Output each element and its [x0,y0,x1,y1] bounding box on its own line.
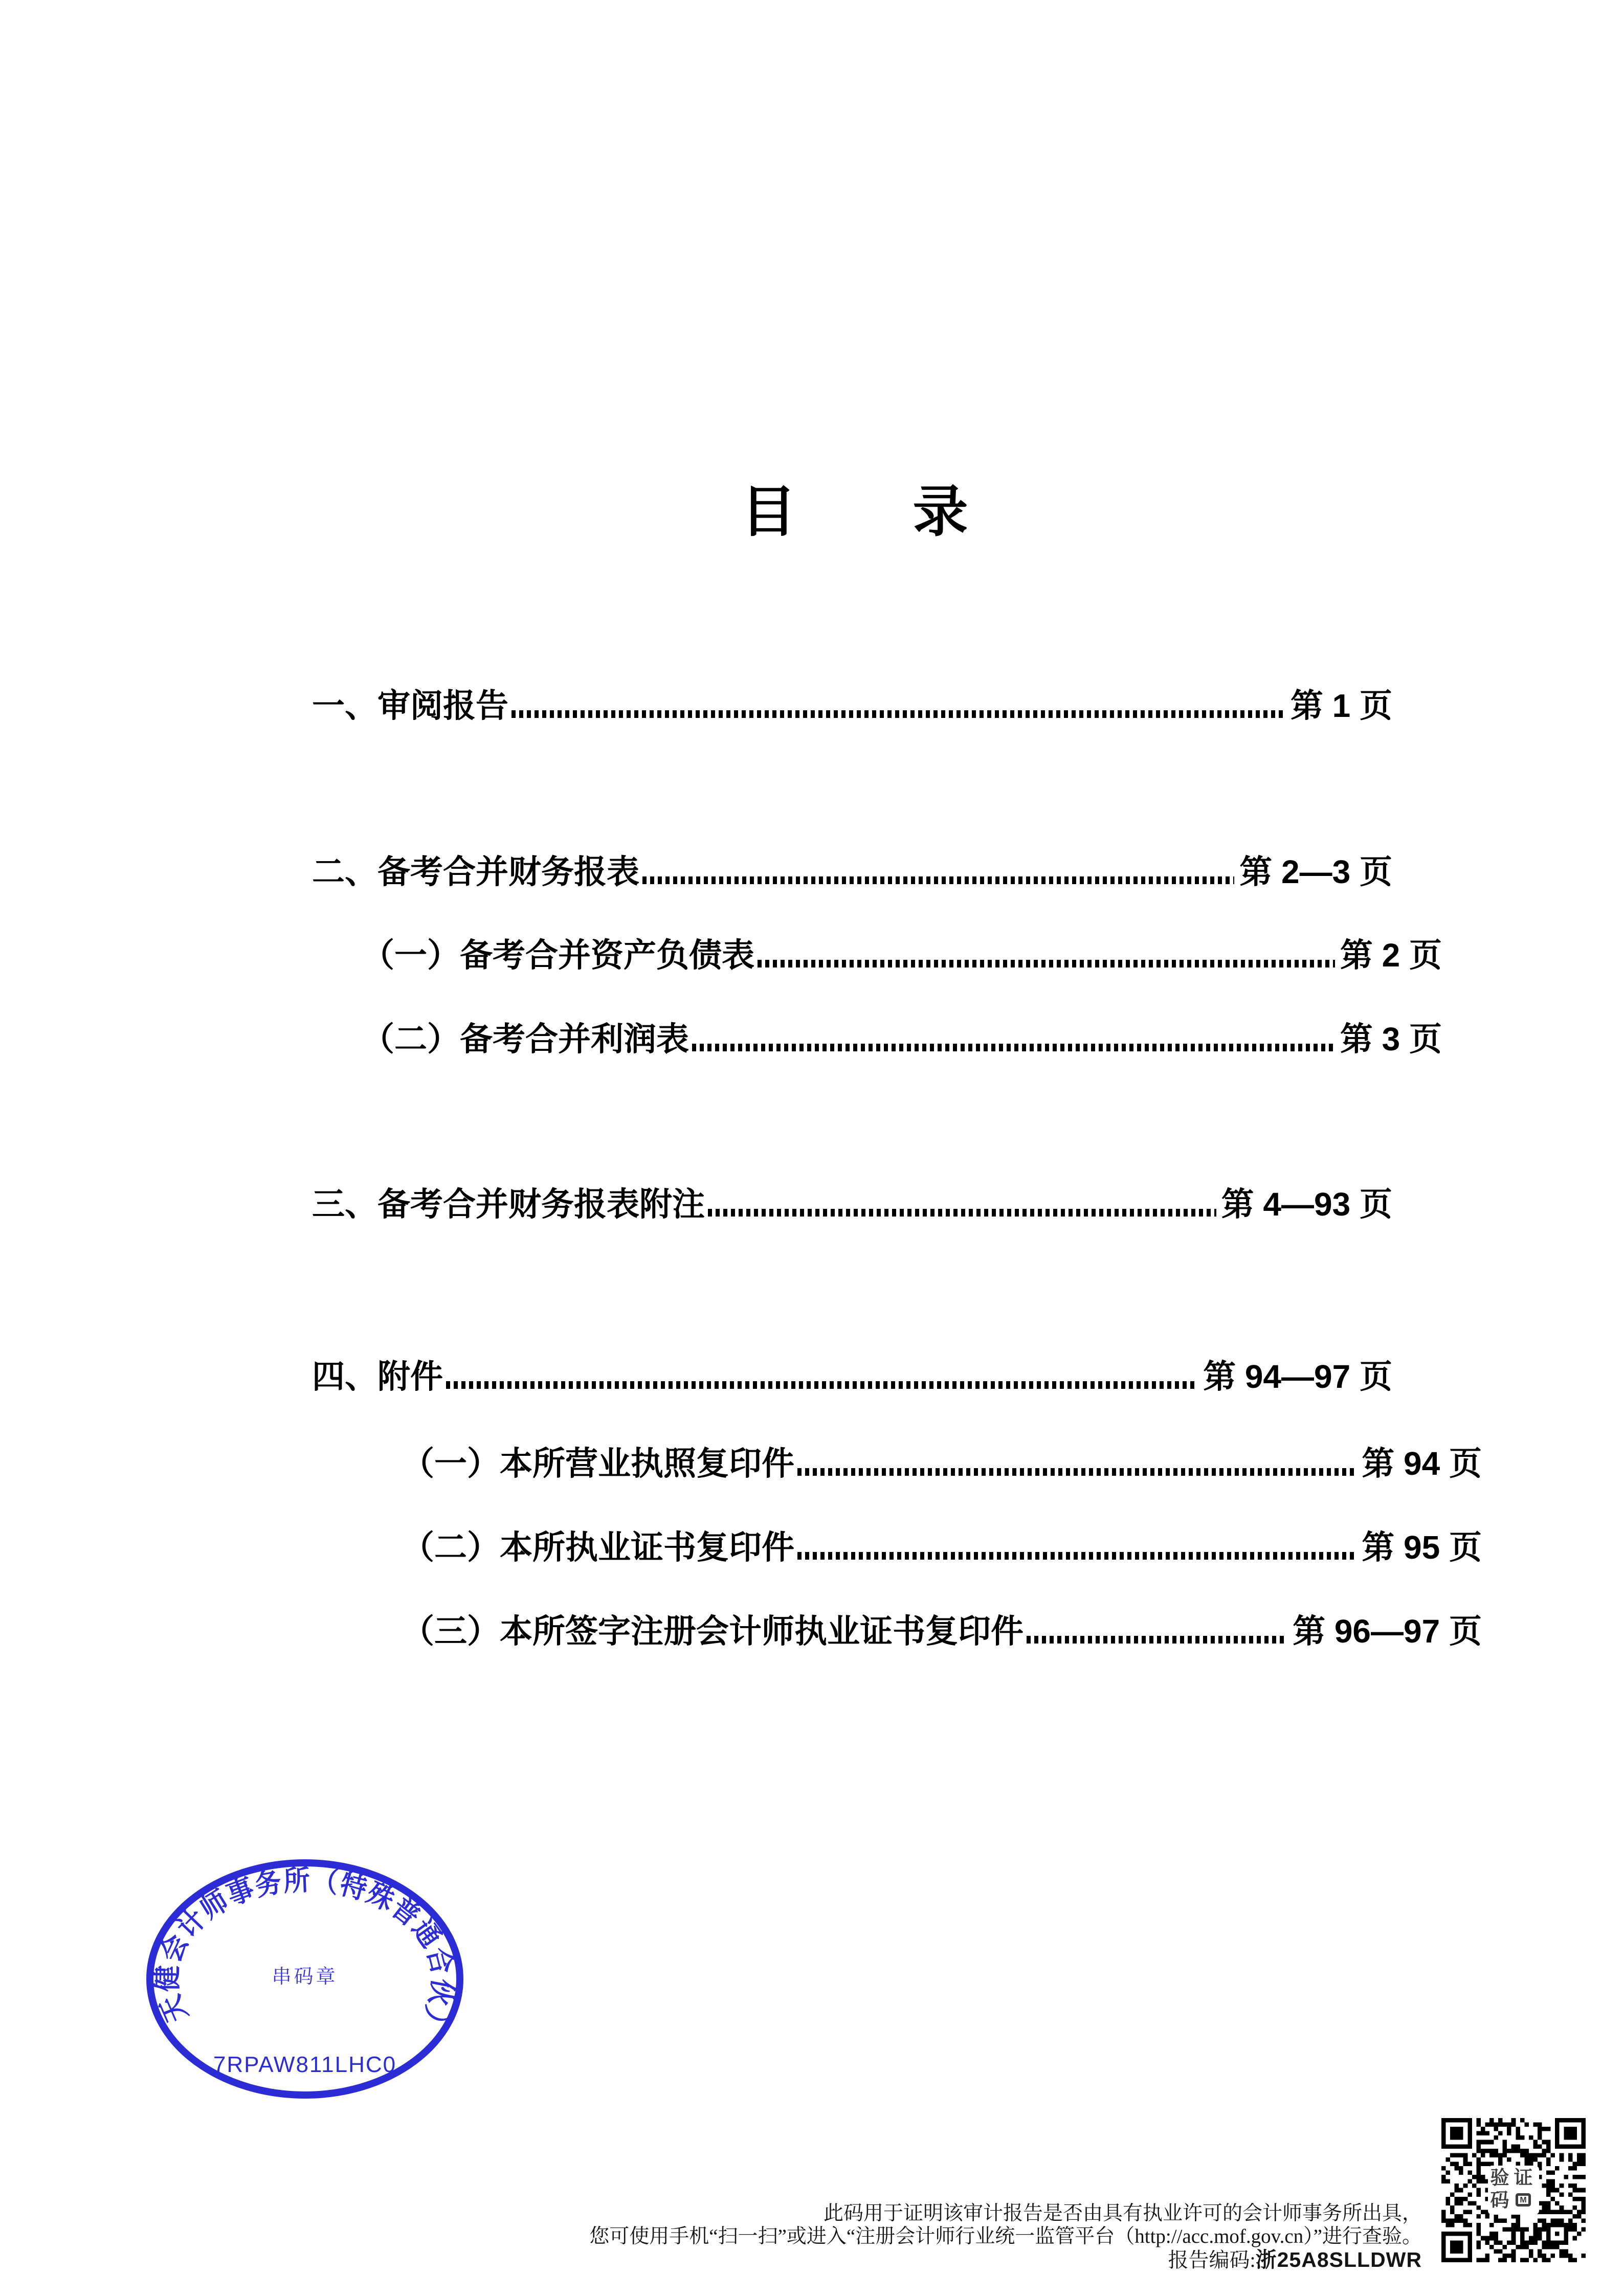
qr-logo-icon: M [1516,2193,1531,2207]
dot-leader [446,1381,1198,1389]
toc-page-number: 第 2 页 [1340,937,1442,974]
stamp-graphic [142,1856,468,2105]
toc-item-label: （三）本所签字注册会计师执业证书复印件 [402,1613,1024,1650]
toc-row [312,849,1392,895]
dot-leader [692,1044,1335,1051]
toc-row [312,1524,1482,1570]
toc-item-label: （二）备考合并利润表 [362,1021,689,1057]
toc-page-number: 第 1 页 [1290,687,1392,724]
svg-text:天健会计师事务所（特殊普通合伙） [152,1864,459,2041]
report-code-label: 报告编码: [1168,2248,1256,2271]
verification-note-line2: 您可使用手机“扫一扫”或进入“注册会计师行业统一监管平台（http://acc.mof.gov.cn）”进行查验。 [589,2225,1422,2247]
toc-item-label: 一、审阅报告 [312,687,508,724]
qr-center-overlay [1488,2166,1539,2215]
toc-page-number: 第 3 页 [1340,1021,1442,1057]
qr-center-char-1: 验 [1490,2167,1509,2188]
toc-row [312,683,1392,729]
toc-page-number: 第 94 页 [1362,1445,1482,1482]
dot-leader [708,1209,1216,1217]
qr-center-char-2: 证 [1514,2167,1533,2188]
stamp-arc-text: 天健会计师事务所（特殊普通合伙） [151,1864,459,2042]
dot-leader [1027,1636,1287,1644]
toc-page-number: 第 95 页 [1362,1529,1482,1566]
verification-note [0,2202,1422,2272]
dot-leader [797,1468,1356,1476]
toc-item-label: 三、备考合并财务报表附注 [312,1186,705,1223]
report-code-line [0,2248,1422,2272]
toc-row [312,1181,1392,1227]
dot-leader [758,960,1335,967]
page-title: 目 录 [741,481,970,543]
toc-item-label: （一）本所营业执照复印件 [402,1445,794,1482]
toc-page-number: 第 2—3 页 [1239,853,1392,890]
toc-item-label: 二、备考合并财务报表 [312,853,639,890]
toc-row [312,1354,1392,1400]
qr-center-char-3: 码 [1490,2189,1509,2211]
toc-row [312,1016,1442,1062]
toc-page-number: 第 96—97 页 [1293,1613,1482,1650]
dot-leader [642,876,1234,884]
stamp-ellipse-border [150,1863,460,2095]
toc-row [312,1440,1482,1487]
company-stamp [142,1856,468,2105]
toc-row [312,1608,1482,1654]
toc-item-label: 四、附件 [312,1358,443,1395]
toc-item-label: （二）本所执业证书复印件 [402,1529,794,1566]
stamp-serial-code: 7RPAW811LHC0 [213,2052,397,2077]
toc-page-number: 第 94—97 页 [1203,1358,1392,1395]
stamp-center-text: 串码章 [272,1966,338,1988]
toc-page-number: 第 4—93 页 [1221,1186,1392,1223]
report-code-value: 浙25A8SLLDWR [1255,2248,1422,2271]
verification-qr-code [1437,2114,1590,2266]
dot-leader [511,710,1285,718]
verification-note-line1: 此码用于证明该审计报告是否由具有执业许可的会计师事务所出具， [823,2202,1422,2224]
toc-row [312,932,1442,978]
dot-leader [797,1552,1356,1560]
toc-item-label: （一）备考合并资产负债表 [362,937,754,974]
